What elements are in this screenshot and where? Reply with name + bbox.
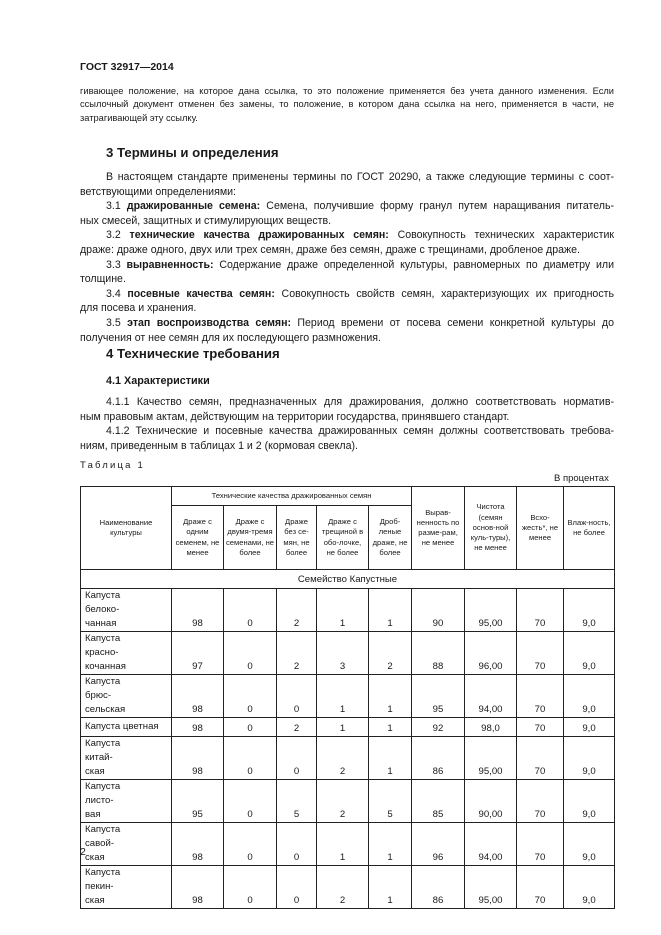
- culture-name-line: [85, 866, 169, 894]
- value-cell: 9,0: [564, 737, 615, 780]
- value-cell: 1: [369, 589, 412, 632]
- value-cell: 9,0: [564, 823, 615, 866]
- value-cell: 70: [517, 675, 564, 718]
- text-line: получения от нее семян для их последующего размножения.: [80, 331, 381, 344]
- text-line: затрагивающей эту ссылку.: [80, 112, 198, 123]
- header-two-three-seeds: Драже с двумя-тремя семенами, не более: [224, 506, 277, 570]
- value-cell: 9,0: [564, 866, 615, 909]
- value-cell: 2: [277, 632, 317, 675]
- value-cell: 94,00: [465, 675, 517, 718]
- value-cell: 0: [224, 737, 277, 780]
- culture-name-word: Капуста: [85, 824, 121, 835]
- value-cell: 96: [412, 823, 465, 866]
- value-cell: 98: [172, 675, 224, 718]
- value-cell: 9,0: [564, 675, 615, 718]
- culture-name-word: китай-: [85, 752, 113, 763]
- value-cell: 9,0: [564, 632, 615, 675]
- table-row: [81, 675, 615, 718]
- value-cell: 1: [369, 866, 412, 909]
- seed-quality-table: [80, 486, 615, 909]
- text-line: 4.1.1 Качество семян, предназначенных для дражирования, должно соответствовать норматив-: [106, 396, 614, 408]
- table-units: В процентах: [554, 473, 609, 484]
- text-line: ссылочный документ отменен без замены, то положение, в котором дана ссылка на него, применяется в части, не: [80, 99, 614, 110]
- term-3-2: 3.2 технические качества дражированных семян: Совокупность технических характеристик: [106, 229, 614, 242]
- value-cell: 1: [317, 718, 369, 737]
- value-cell: 9,0: [564, 589, 615, 632]
- value-cell: 70: [517, 718, 564, 737]
- value-cell: 1: [317, 823, 369, 866]
- value-cell: 0: [224, 823, 277, 866]
- value-cell: 1: [369, 718, 412, 737]
- culture-name-cell: [81, 589, 172, 632]
- value-cell: 95,00: [465, 866, 517, 909]
- culture-name-line: чанная: [85, 618, 117, 629]
- value-cell: 0: [277, 737, 317, 780]
- text-line: ниям, приведенным в таблицах 1 и 2 (кормовая свекла).: [80, 439, 358, 452]
- culture-name-cell: [81, 675, 172, 718]
- header-moisture: Влаж-ность, не более: [564, 487, 615, 570]
- text-line: ветствующими определениями:: [80, 185, 236, 198]
- value-cell: 0: [277, 675, 317, 718]
- value-cell: 1: [369, 737, 412, 780]
- value-cell: 2: [277, 718, 317, 737]
- value-cell: 70: [517, 589, 564, 632]
- culture-name-line: [85, 737, 169, 765]
- value-cell: 98: [172, 866, 224, 909]
- section-3-body: [80, 170, 614, 345]
- header-no-seed: Драже без се-мян, не более: [277, 506, 317, 570]
- table-row: [81, 823, 615, 866]
- intro-paragraph: [80, 85, 614, 125]
- value-cell: 98: [172, 737, 224, 780]
- culture-name-word: Капуста: [85, 590, 121, 601]
- header-technical-quality: Технические качества дражированных семян: [172, 487, 412, 506]
- value-cell: 9,0: [564, 718, 615, 737]
- culture-name-line: [85, 632, 169, 660]
- value-cell: 2: [317, 780, 369, 823]
- value-cell: 92: [412, 718, 465, 737]
- value-cell: 98: [172, 589, 224, 632]
- value-cell: 70: [517, 780, 564, 823]
- value-cell: 70: [517, 632, 564, 675]
- value-cell: 1: [317, 589, 369, 632]
- term-3-4: 3.4 посевные качества семян: Совокупность свойств семян, характеризующих их пригодность: [106, 287, 614, 300]
- value-cell: 1: [317, 675, 369, 718]
- page-number: 2: [80, 846, 86, 858]
- term-3-3: 3.3 выравненность: Содержание драже определенной культуры, равномерных по диаметру или: [106, 258, 614, 271]
- value-cell: 0: [277, 823, 317, 866]
- culture-name-word: белоко-: [85, 604, 120, 615]
- text-line: ным правовым актам, действующим на территории государства, принявшего стандарт.: [80, 410, 510, 423]
- value-cell: 1: [369, 823, 412, 866]
- table-row: [81, 589, 615, 632]
- value-cell: 5: [369, 780, 412, 823]
- value-cell: 85: [412, 780, 465, 823]
- value-cell: 70: [517, 866, 564, 909]
- culture-name-word: Капуста: [85, 738, 121, 749]
- table-row: [81, 780, 615, 823]
- family-row: Семейство Капустные: [81, 570, 615, 589]
- header-purity: Чистота (семян основ-ной куль-туры), не менее: [465, 487, 517, 570]
- text-line: для посева и хранения.: [80, 302, 197, 315]
- header-germination: Всхо-жесть*, не менее: [517, 487, 564, 570]
- header-culture-name: Наименование культуры: [81, 487, 172, 570]
- value-cell: 5: [277, 780, 317, 823]
- culture-name-word: Капуста: [85, 676, 121, 687]
- text-line: ных смесей, защитных и стимулирующих веществ.: [80, 214, 332, 227]
- value-cell: 2: [317, 737, 369, 780]
- culture-name-cell: [81, 780, 172, 823]
- table-row: [81, 737, 615, 780]
- section-4-title: 4 Технические требования: [106, 346, 280, 361]
- value-cell: 86: [412, 866, 465, 909]
- culture-name-cell: [81, 718, 172, 737]
- value-cell: 90,00: [465, 780, 517, 823]
- value-cell: 95: [412, 675, 465, 718]
- culture-name-cell: [81, 823, 172, 866]
- culture-name-line: ская: [85, 766, 105, 777]
- culture-name-line: [85, 823, 169, 851]
- culture-name-word: листо-: [85, 795, 114, 806]
- value-cell: 90: [412, 589, 465, 632]
- culture-name-line: Капуста цветная: [85, 721, 159, 732]
- value-cell: 95: [172, 780, 224, 823]
- text-line: 4.1.2 Технические и посевные качества дражированных семян должны соответствовать требова-: [106, 425, 614, 438]
- culture-name-word: савой-: [85, 838, 115, 849]
- value-cell: 3: [317, 632, 369, 675]
- text-line: В настоящем стандарте применены термины по ГОСТ 20290, а также следующие термины с соот-: [106, 171, 614, 183]
- value-cell: 0: [224, 780, 277, 823]
- culture-name-line: [85, 780, 169, 808]
- culture-name-line: [85, 589, 169, 617]
- value-cell: 96,00: [465, 632, 517, 675]
- value-cell: 86: [412, 737, 465, 780]
- value-cell: 0: [277, 866, 317, 909]
- value-cell: 1: [369, 675, 412, 718]
- value-cell: 88: [412, 632, 465, 675]
- culture-name-line: кочанная: [85, 661, 126, 672]
- table-row: [81, 866, 615, 909]
- culture-name-word: пекин-: [85, 881, 114, 892]
- culture-name-word: красно-: [85, 647, 119, 658]
- culture-name-word: Капуста: [85, 867, 121, 878]
- culture-name-word: Капуста: [85, 781, 121, 792]
- value-cell: 95,00: [465, 737, 517, 780]
- value-cell: 2: [369, 632, 412, 675]
- culture-name-line: вая: [85, 809, 101, 820]
- text-line: драже: драже одного, двух или трех семян, драже без семян, драже с трещинами, дробленое драже.: [80, 243, 580, 256]
- culture-name-cell: [81, 737, 172, 780]
- table-row: [81, 632, 615, 675]
- header-crushed: Дроб-леные драже, не более: [369, 506, 412, 570]
- value-cell: 70: [517, 737, 564, 780]
- value-cell: 70: [517, 823, 564, 866]
- value-cell: 0: [224, 675, 277, 718]
- culture-name-line: сельская: [85, 704, 126, 715]
- document-header: ГОСТ 32917—2014: [80, 61, 174, 73]
- value-cell: 0: [224, 718, 277, 737]
- value-cell: 0: [224, 589, 277, 632]
- value-cell: 2: [317, 866, 369, 909]
- value-cell: 9,0: [564, 780, 615, 823]
- value-cell: 97: [172, 632, 224, 675]
- table-label: Таблица 1: [80, 460, 145, 471]
- culture-name-line: ская: [85, 852, 105, 863]
- value-cell: 0: [224, 866, 277, 909]
- header-cracked: Драже с трещиной в обо-лочке, не более: [317, 506, 369, 570]
- value-cell: 98: [172, 718, 224, 737]
- culture-name-word: брюс-: [85, 690, 112, 701]
- value-cell: 94,00: [465, 823, 517, 866]
- header-evenness: Вырав-ненность по разме-рам, не менее: [412, 487, 465, 570]
- value-cell: 95,00: [465, 589, 517, 632]
- culture-name-word: Капуста: [85, 633, 121, 644]
- term-3-5: 3.5 этап воспроизводства семян: Период времени от посева семени конкретной культуры до: [106, 316, 614, 329]
- value-cell: 0: [224, 632, 277, 675]
- culture-name-cell: [81, 632, 172, 675]
- table-row: [81, 718, 615, 737]
- text-line: толщине.: [80, 273, 126, 286]
- culture-name-line: [85, 675, 169, 703]
- culture-name-cell: [81, 866, 172, 909]
- section-4-body: [80, 395, 614, 453]
- culture-name-line: ская: [85, 895, 105, 906]
- value-cell: 2: [277, 589, 317, 632]
- section-3-title: 3 Термины и определения: [106, 145, 279, 160]
- value-cell: 98: [172, 823, 224, 866]
- value-cell: 98,0: [465, 718, 517, 737]
- header-one-seed: Драже с одним семенем, не менее: [172, 506, 224, 570]
- term-3-1: 3.1 дражированные семена: Семена, получившие форму гранул путем наращивания питатель-: [106, 200, 615, 213]
- text-line: гивающее положение, на которое дана ссылка, то это положение применяется без учета данного изменения. Если: [80, 86, 614, 96]
- subsection-4-1-title: 4.1 Характеристики: [106, 375, 210, 387]
